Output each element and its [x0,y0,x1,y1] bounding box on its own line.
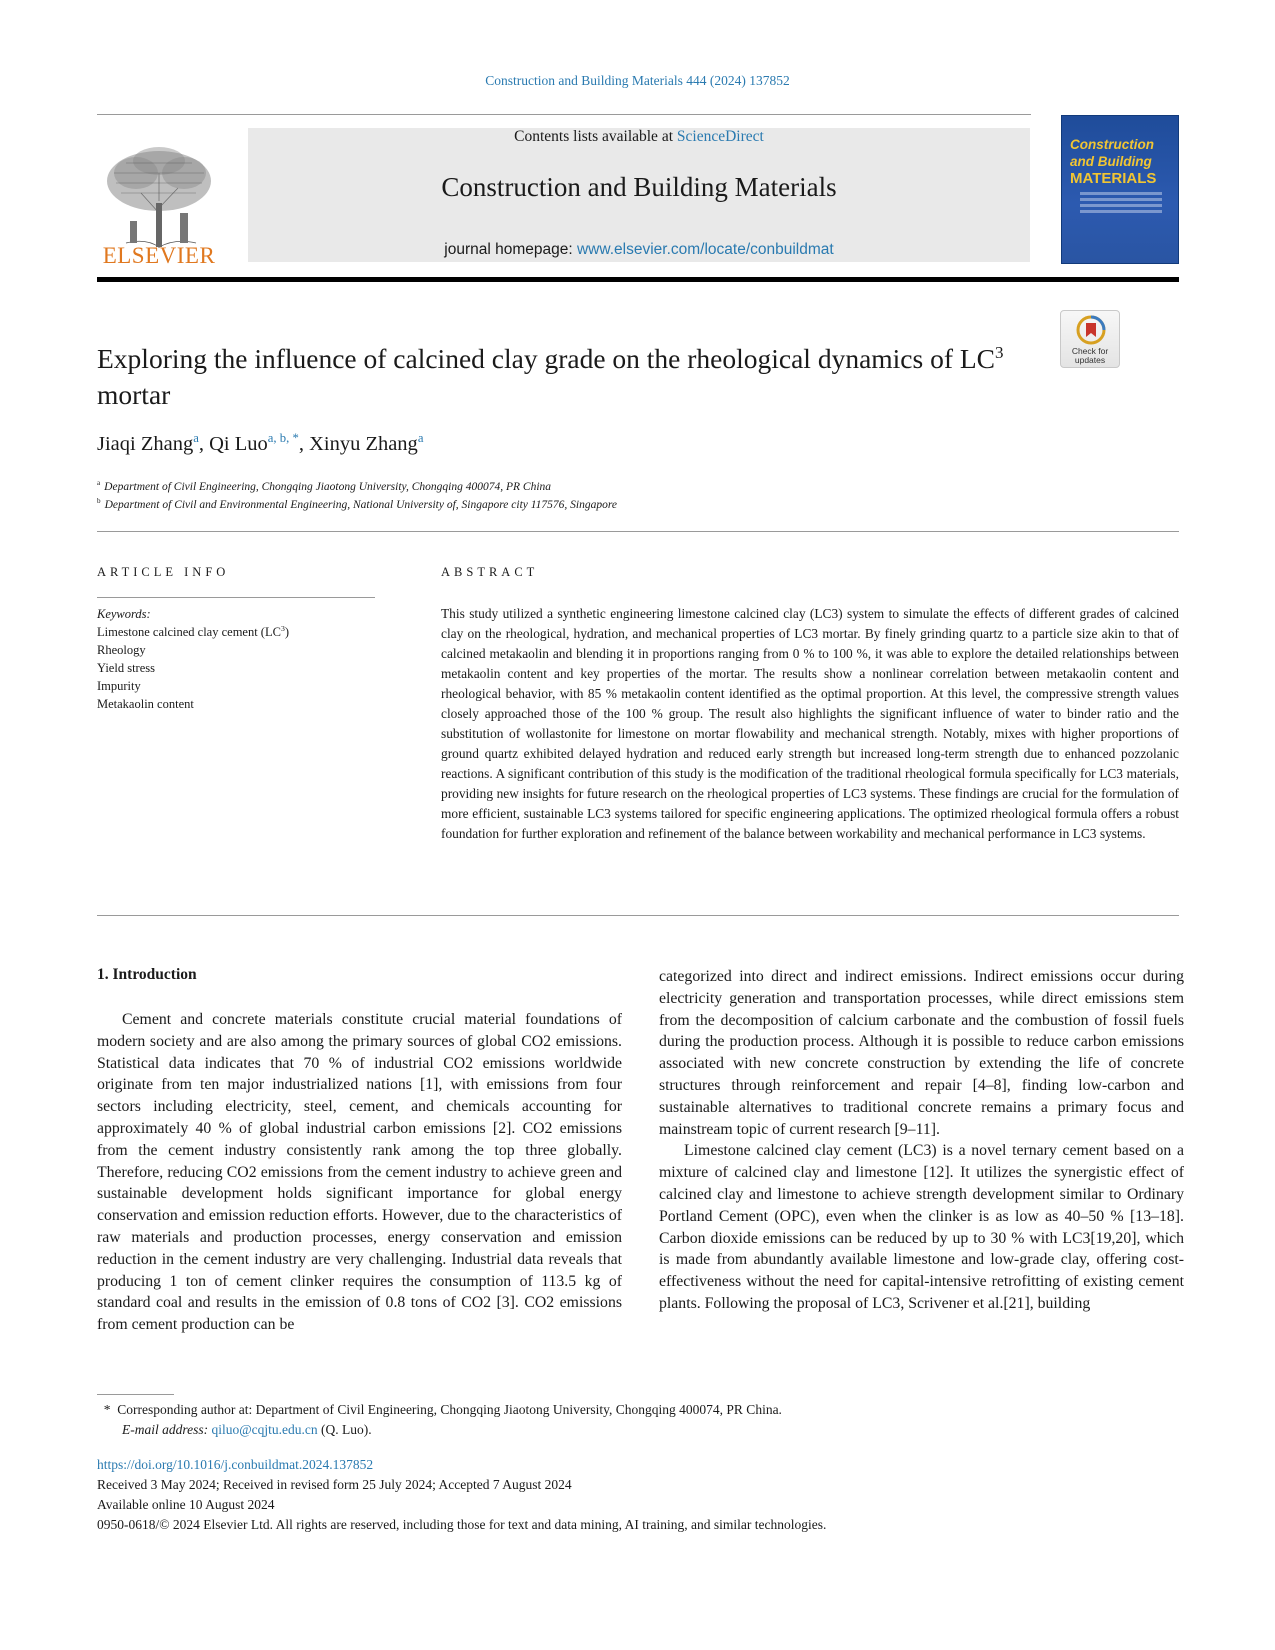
homepage-link[interactable]: www.elsevier.com/locate/conbuildmat [576,241,834,258]
article-title [97,341,1037,413]
keyword-item: Rheology [97,643,146,657]
affiliation-item: $^b$ Department of Civil and Environmental Engineering, National University of, Singapore city 117576, Singapore [97,497,617,511]
cover-title [1070,136,1176,187]
journal-cover-image[interactable] [1061,115,1179,264]
email-link[interactable]: qiluo@cqjtu.edu.cn [211,1422,318,1437]
copyright-line: 0950-0618/© 2024 Elsevier Ltd. All rights are reserved, including those for text and data mining, AI training, and similar technologies. [97,1517,827,1532]
top-divider [97,114,1031,115]
section-divider [97,531,1179,532]
introduction-heading: 1. Introduction [97,966,197,983]
keyword-item: Yield stress [97,661,155,675]
journal-name: Construction and Building Materials [441,172,837,202]
body-paragraph: Limestone calcined clay cement (LC3) is a novel ternary cement based on a mixture of calcined clay and limestone [12]. It utilizes the synergistic effect of calcined clay and limestone to achieve strength development similar to Ordinary Portland Cement (OPC), even when the clinker is as low as 40–50 % [13–18]. Carbon dioxide emissions can be reduced by up to 30 % with LC3[19,20], which is made from abundantly available limestone and low-grade clay, offering cost-effectiveness without the need for capital-intensive retrofitting of existing cement plants. Following the proposal of LC3, Scrivener et al.[21], building [659,1142,1184,1312]
cover-line-3: MATERIALS [1070,170,1157,187]
doi-link[interactable]: https://doi.org/10.1016/j.conbuildmat.2024.137852 [97,1457,374,1472]
check-updates-icon [1076,315,1106,345]
affiliations [97,478,617,514]
cover-line-2: and Building [1070,154,1152,169]
cover-line-1: Construction [1070,137,1154,152]
contents-prefix: Contents lists available at [514,128,677,145]
body-column-right [659,966,1184,1315]
check-updates-label: Check for updates [1071,346,1109,365]
article-info-divider [97,597,375,598]
keyword-item: Metakaolin content [97,697,194,711]
journal-reference-link[interactable]: Construction and Building Materials 444 (2024) 137852 [485,73,790,88]
homepage-prefix: journal homepage: [444,241,577,258]
abstract-heading: ABSTRACT [441,565,539,579]
author-list: Jiaqi Zhang$^a$, Qi Luo$^{a, b, *}$, Xinyu Zhang$^a$ [97,431,424,455]
body-paragraph: Cement and concrete materials constitute crucial material foundations of modern society and are also among the primary sources of global CO2 emissions. Statistical data indicates that 70 % of industrial CO2 emissions worldwide originate from ten major industrialized nations [1], with emissions from four sectors including electricity, steel, cement, and chemicals accounting for approximately 40 % of global industrial carbon emissions [2]. CO2 emissions from the cement industry consistently rank among the top three globally. Therefore, reducing CO2 emissions from the cement industry to achieve green and sustainable development holds significant importance for global energy conservation and emission reduction efforts. However, due to the characteristics of raw materials and production processes, energy conservation and emission reduction in the cement industry are very challenging. Industrial data reveals that producing 1 ton of cement clinker requires the consumption of 113.5 kg of standard coal and results in the emission of 0.8 tons of CO2 [3]. CO2 emissions from cement production can be [97,1011,622,1334]
header-thick-divider [97,277,1179,282]
author-affiliation-mark[interactable]: a [417,431,424,446]
author-name[interactable]: Qi Luo [209,433,268,455]
corresponding-author-note [97,1400,782,1440]
abstract-text: This study utilized a synthetic engineering limestone calcined clay (LC3) system to simulate the effects of different grades of calcined clay on the rheological, hydration, and mechanical properties of LC3 mortar. By finely grinding quartz to a particle size akin to that of calcined metakaolin and blending it in proportions ranging from 0 % to 100 %, it was able to explore the detailed relationships between metakaolin content and key properties of the mortar. The results show a nonlinear correlation between metakaolin content and rheological behavior, with 85 % metakaolin content identified as the optimal proportion. At this level, the compressive strength values closely approached those of the 100 % group. The result also highlights the significant influence of water to binder ratio and the substitution of wollastonite for limestone on mortar flowability and mechanical strength. Notably, mixes with higher proportions of ground quartz exhibited delayed hydration and reduced early strength but increased long-term strength due to enhanced pozzolanic reactions. A significant contribution of this study is the modification of the traditional rheological formula specifically for LC3 materials, providing new insights for future research on the rheological properties of LC3 systems. These findings are crucial for the formulation of more efficient, sustainable LC3 systems tailored for specific engineering applications. The optimized rheological formula offers a robust foundation for further exploration and refinement of the balance between workability and mechanical performance in LC3 systems. [441,606,1179,841]
author-affiliation-mark[interactable]: a, b, * [267,431,299,446]
author-name[interactable]: Xinyu Zhang [309,433,418,455]
keywords-list [97,605,289,713]
body-paragraph: categorized into direct and indirect emissions. Indirect emissions occur during electricity generation and transportation processes, while direct emissions stem from the decomposition of calcium carbonate and the combustion of fossil fuels during the production process. Although it is possible to reduce carbon emissions associated with new concrete construction by extending the life of concrete structures through reinforcement and repair [4–8], finding low-carbon and sustainable alternatives to traditional concrete remains a primary focus and mainstream topic of current research [9–11]. [659,968,1184,1138]
corresponding-line: * Corresponding author at: Department of Civil Engineering, Chongqing Jiaotong University, Chongqing 400074, PR China. [97,1402,782,1417]
body-column-left [97,1009,622,1336]
author-name[interactable]: Jiaqi Zhang [97,433,194,455]
keyword-item: Impurity [97,679,141,693]
homepage-line [248,241,1030,259]
received-dates: Received 3 May 2024; Received in revised form 25 July 2024; Accepted 7 August 2024 [97,1477,572,1492]
abstract-divider [97,915,1179,916]
keyword-item: Limestone calcined clay cement $(LC^3)$ [97,623,289,639]
cover-fine-print [1080,192,1162,213]
author-affiliation-mark[interactable]: a [193,431,199,446]
publication-info [97,1455,826,1535]
sciencedirect-link[interactable]: ScienceDirect [676,128,764,145]
email-label: E-mail address: [122,1422,212,1437]
article-info-heading: ARTICLE INFO [97,565,230,579]
title-part-1: Exploring the influence of calcined clay grade on the rheological dynamics of LC [97,343,996,374]
title-part-2: mortar [97,379,171,410]
available-online: Available online 10 August 2024 [97,1497,275,1512]
footnote-divider [97,1394,174,1395]
email-line [97,1420,782,1440]
title-superscript: 3 [995,342,1004,362]
check-for-updates-button[interactable] [1060,310,1120,368]
publisher-name: ELSEVIER [102,243,216,268]
affiliation-item: $^a$ Department of Civil Engineering, Chongqing Jiaotong University, Chongqing 400074, PR China [97,479,552,493]
contents-line [248,128,1030,146]
email-suffix: (Q. Luo). [317,1422,372,1437]
journal-masthead [248,128,1030,262]
keywords-label: Keywords: [97,607,151,621]
